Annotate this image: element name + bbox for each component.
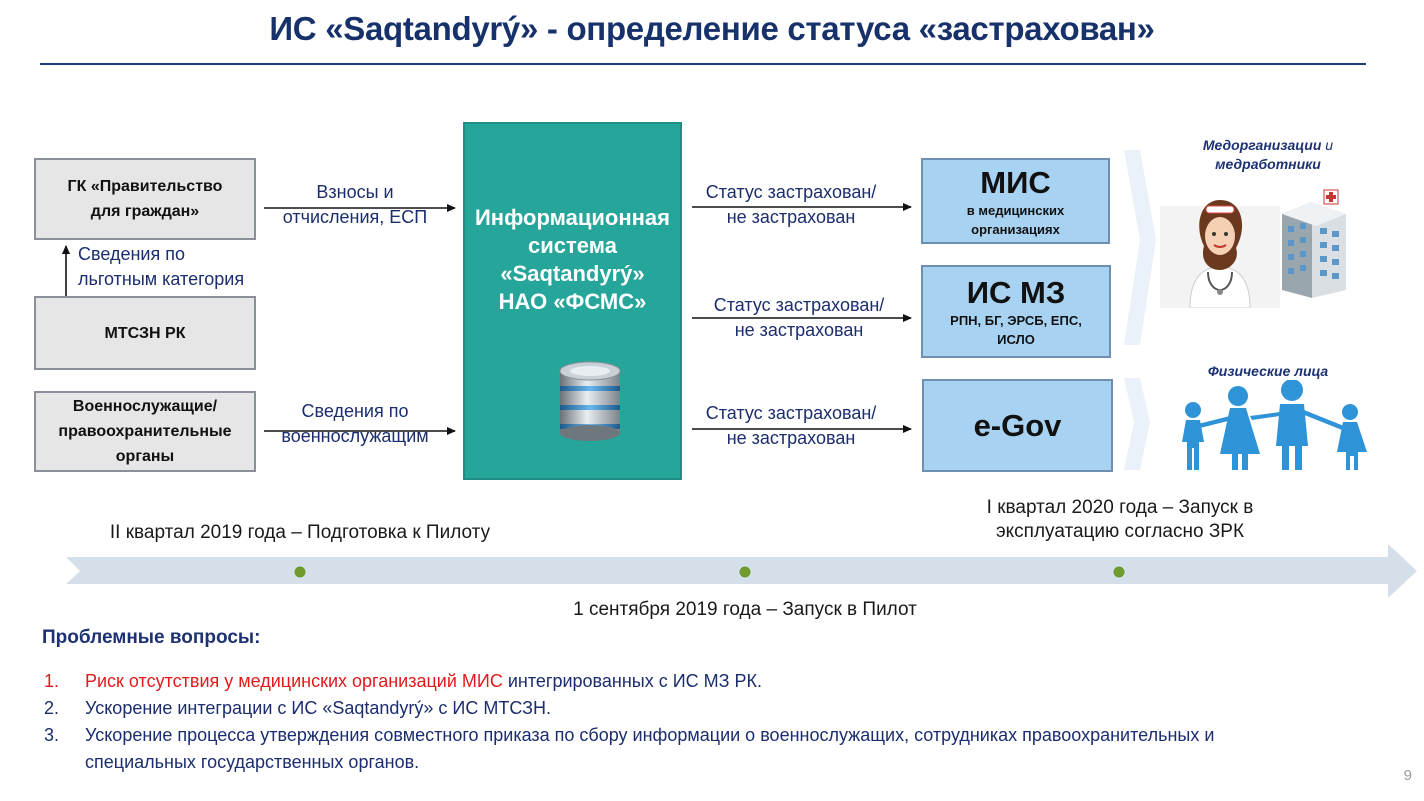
flow-label-contributions: Взносы и отчисления, ЕСП (282, 182, 428, 227)
timeline-dot-3 (1114, 567, 1125, 578)
problem-number-1: 1. (44, 671, 60, 691)
dest-egov-title: e-Gov (973, 407, 1062, 443)
flow-label-benefit-categories: Сведения по льготным категория (78, 244, 245, 289)
page-number: 9 (1403, 767, 1412, 784)
problem-number-3: 3. (44, 725, 60, 745)
dest-ismz-box (921, 265, 1111, 358)
timeline-dot-1 (295, 567, 306, 578)
dest-egov-box (922, 379, 1113, 472)
problem-2-text: Ускорение интеграции с ИС «Saqtandyrý» с ИС МТСЗН. (85, 698, 552, 718)
problem-item-3 (44, 722, 1374, 776)
chevron-egov (1124, 378, 1150, 470)
dest-mis-sub2: организациях (971, 222, 1060, 237)
problems-heading: Проблемные вопросы: (42, 627, 261, 648)
problem-number-2: 2. (44, 698, 60, 718)
problem-item-1 (44, 668, 1374, 695)
flow-label-status-mis: Статус застрахован/ не застрахован (705, 182, 877, 227)
problem-item-2 (44, 695, 1374, 722)
source-mtszn-box (34, 296, 256, 370)
problem-3-line2: специальных государственных органов. (85, 752, 420, 772)
dest-mis-sub1: в медицинских (966, 203, 1065, 218)
chevron-mis-ismz (1124, 150, 1156, 345)
dest-mis-title: МИС (980, 165, 1051, 200)
source-gk-line2: для граждан» (90, 203, 200, 220)
family-icon (1172, 380, 1378, 472)
source-military-line2: правоохранительные (58, 423, 232, 440)
center-system-title: Информационная система «Saqtandyrý» НАО «ФСМС» (474, 205, 670, 314)
milestone-pilot-launch: 1 сентября 2019 года – Запуск в Пилот (573, 599, 917, 620)
doctor-icon (1160, 186, 1280, 308)
flow-label-status-egov: Статус застрахован/ не застрахован (705, 403, 877, 448)
source-mtszn-label: МТСЗН РК (104, 324, 186, 342)
problem-1-risk-text: Риск отсутствия у медицинских организаций МИС (85, 671, 503, 691)
dest-ismz-sub2: ИСЛО (997, 332, 1035, 347)
source-gk-line1: ГК «Правительство (67, 178, 223, 195)
milestone-production-launch: I квартал 2020 года – Запуск в эксплуатацию согласно ЗРК (986, 497, 1254, 542)
problem-1-rest-text: интегрированных с ИС МЗ РК. (502, 671, 763, 691)
source-military-line3: органы (115, 448, 175, 465)
page-title: ИС «Saqtandyrý» - определение статуса «застрахован» (269, 10, 1155, 47)
problems-list (44, 668, 1374, 776)
center-system-box (463, 122, 682, 480)
flow-label-status-ismz: Статус застрахован/ не застрахован (713, 295, 885, 340)
source-military-line1: Военнослужащие/ (72, 398, 218, 415)
database-icon (556, 357, 624, 445)
source-military-box (34, 391, 256, 472)
timeline-dot-2 (740, 567, 751, 578)
problem-3-line1: Ускорение процесса утверждения совместного приказа по сбору информации о военнослужащих, сотрудниках правоохранительных и (85, 725, 1215, 745)
milestone-preparation: II квартал 2019 года – Подготовка к Пилоту (109, 522, 491, 543)
source-gk-box (34, 158, 256, 240)
recipient-persons-label: Физические лица (1207, 363, 1329, 379)
dest-ismz-sub1: РПН, БГ, ЭРСБ, ЕПС, (950, 313, 1082, 328)
flow-label-military-info: Сведения по военнослужащим (281, 401, 429, 446)
dest-mis-box (921, 158, 1110, 244)
dest-ismz-title: ИС МЗ (966, 275, 1066, 310)
hospital-building-icon (1272, 186, 1354, 304)
recipient-medical-label: Медорганизации и медработники (1202, 137, 1334, 172)
